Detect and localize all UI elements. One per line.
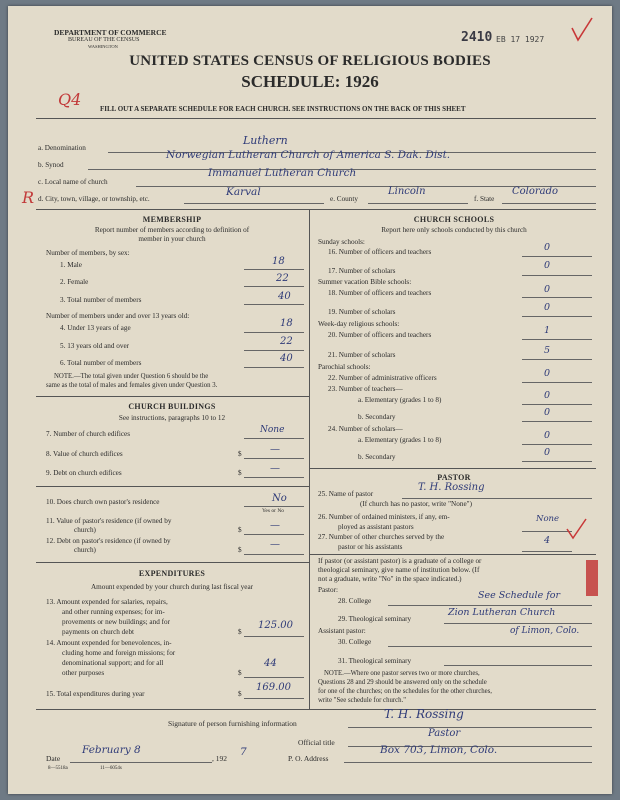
- q8-dollar: $: [238, 450, 242, 458]
- synod-value: Norwegian Lutheran Church of America S. Dak. Dist.: [166, 149, 451, 161]
- department-label: DEPARTMENT OF COMMERCE: [54, 28, 167, 37]
- q20-label: 20. Number of officers and teachers: [328, 331, 432, 339]
- q22-value: 0: [544, 368, 551, 379]
- denomination-value: Luthern: [243, 134, 288, 147]
- q13-value: 125.00: [258, 620, 293, 631]
- membership-heading: MEMBERSHIP: [142, 215, 202, 224]
- pastor-note-3: for one of the churches; on the schedules for the other churches,: [318, 688, 493, 695]
- stamp-date: EB 17 1927: [496, 35, 545, 44]
- q14-dollar: $: [238, 669, 242, 677]
- q4-label: 4. Under 13 years of age: [60, 324, 131, 332]
- summer-label: Summer vacation Bible schools:: [318, 278, 412, 286]
- bureau-label: BUREAU OF THE CENSUS: [68, 37, 140, 43]
- official-title-label: Official title: [298, 738, 335, 747]
- q11-value: —: [270, 520, 280, 531]
- assistant-pastor-label: Assistant pastor:: [318, 627, 366, 635]
- q23-label: 23. Number of teachers—: [328, 385, 403, 393]
- signature-value: T. H. Rossing: [384, 707, 464, 721]
- q13-label-4: payments on church debt: [62, 628, 135, 636]
- census-schedule-sheet: [8, 6, 612, 794]
- q25-value: T. H. Rossing: [418, 482, 485, 493]
- by-sex-label: Number of members, by sex:: [46, 249, 130, 257]
- pastor-note-4: write "See schedule for church.": [318, 697, 407, 704]
- official-title-value: Pastor: [428, 728, 461, 739]
- q26-value: None: [536, 514, 560, 524]
- address-value: Box 703, Limon, Colo.: [380, 744, 498, 756]
- q12-dollar: $: [238, 546, 242, 554]
- q9-value: —: [270, 463, 280, 474]
- q26-label-1: 26. Number of ordained ministers, if any, em-: [318, 513, 450, 521]
- q27-label-2: pastor or his assistants: [338, 543, 403, 551]
- q11-label-2: church): [74, 526, 96, 534]
- q12-label-2: church): [74, 546, 96, 554]
- membership-note-2: same as the total of males and females given under Question 3.: [46, 382, 218, 389]
- q21-label: 21. Number of scholars: [328, 351, 396, 359]
- membership-sub2: member in your church: [138, 235, 206, 243]
- local-name-label: c. Local name of church: [38, 178, 108, 186]
- parochial-label: Parochial schools:: [318, 363, 371, 371]
- q2-label: 2. Female: [60, 278, 89, 286]
- q23b-label: b. Secondary: [358, 413, 396, 421]
- q18-value: 0: [544, 284, 551, 295]
- buildings-sub: See instructions, paragraphs 10 to 12: [118, 414, 226, 422]
- q24b-label: b. Secondary: [358, 453, 396, 461]
- q11-dollar: $: [238, 526, 242, 534]
- q12-label-1: 12. Debt on pastor's residence (if owned by: [46, 537, 171, 545]
- q24a-label: a. Elementary (grades 1 to 8): [358, 436, 442, 444]
- red-ink-mark: [586, 560, 598, 596]
- red-r-mark: R: [22, 188, 35, 207]
- q20-value: 1: [544, 325, 551, 336]
- q9-label: 9. Debt on church edifices: [46, 469, 122, 477]
- q1-label: 1. Male: [60, 261, 82, 269]
- buildings-heading: CHURCH BUILDINGS: [128, 402, 216, 411]
- grad-instruction-1: If pastor (or assistant pastor) is a graduate of a college or: [318, 557, 482, 565]
- red-q4-mark: Q4: [58, 90, 82, 109]
- q17-label: 17. Number of scholars: [328, 267, 396, 275]
- pastor-note-1: NOTE.—Where one pastor serves two or more churches,: [324, 670, 480, 677]
- q12-value: —: [270, 539, 280, 550]
- form-title: UNITED STATES CENSUS OF RELIGIOUS BODIES: [129, 53, 491, 69]
- instruction-line: FILL OUT A SEPARATE SCHEDULE FOR EACH CHURCH. SEE INSTRUCTIONS ON THE BACK OF THIS SHEET: [100, 105, 466, 113]
- q7-value: None: [260, 425, 285, 435]
- q25-note: (If church has no pastor, write "None"): [360, 500, 472, 508]
- under-over-label: Number of members under and over 13 years old:: [46, 312, 190, 320]
- date-label: Date: [46, 754, 61, 763]
- q14-label-4: other purposes: [62, 669, 105, 677]
- synod-label: b. Synod: [38, 161, 64, 169]
- q10-value: No: [272, 493, 287, 504]
- q22-label: 22. Number of administrative officers: [328, 374, 437, 382]
- q16-value: 0: [544, 242, 551, 253]
- print-number: 11—6054s: [100, 766, 122, 771]
- q24b-value: 0: [544, 447, 551, 458]
- q23a-label: a. Elementary (grades 1 to 8): [358, 396, 442, 404]
- expenditures-sub: Amount expended by your church during last fiscal year: [90, 583, 254, 591]
- yes-no-hint: Yes or No: [262, 508, 285, 514]
- pastor-sub-label: Pastor:: [318, 586, 338, 594]
- year-prefix: , 192: [212, 754, 227, 763]
- q13-label-1: 13. Amount expended for salaries, repairs,: [46, 598, 168, 606]
- q14-value: 44: [264, 658, 277, 669]
- q26-label-2: ployed as assistant pastors: [338, 523, 414, 531]
- state-value: Colorado: [512, 186, 559, 197]
- pastor-heading: PASTOR: [437, 473, 471, 482]
- city-field-label: d. City, town, village, or township, etc.: [38, 195, 150, 203]
- schools-heading: CHURCH SCHOOLS: [413, 215, 495, 224]
- q23a-value: 0: [544, 390, 551, 401]
- schedule-title: SCHEDULE: 1926: [241, 72, 379, 91]
- q28-value: See Schedule for: [478, 590, 560, 601]
- q14-label-2: cluding home and foreign missions; for: [62, 649, 176, 657]
- denomination-label: a. Denomination: [38, 144, 86, 152]
- q18-label: 18. Number of officers and teachers: [328, 289, 432, 297]
- form-number: 8—5518a: [48, 766, 68, 771]
- stamp-number: 2410: [461, 30, 493, 45]
- state-label: f. State: [474, 195, 495, 203]
- grad-instruction-3: not a graduate, write "No" in the space indicated.): [318, 575, 462, 583]
- q8-label: 8. Value of church edifices: [46, 450, 123, 458]
- q14-label-3: denominational support; and for all: [62, 659, 164, 667]
- q14-label-1: 14. Amount expended for benevolences, in-: [46, 639, 172, 647]
- q28-label: 28. College: [338, 597, 372, 605]
- schools-sub: Report here only schools conducted by this church: [381, 226, 527, 234]
- q27-label-1: 27. Number of other churches served by the: [318, 533, 445, 541]
- q5-label: 5. 13 years old and over: [60, 342, 130, 350]
- q30-label: 30. College: [338, 638, 372, 646]
- red-check-mark-q27: [564, 516, 590, 542]
- expenditures-heading: EXPENDITURES: [138, 569, 206, 578]
- q21-value: 5: [544, 345, 551, 356]
- q25-label: 25. Name of pastor: [318, 490, 374, 498]
- q15-value: 169.00: [256, 682, 291, 693]
- grad-instruction-2: theological seminary, give name of institution below. (If: [318, 566, 480, 574]
- local-name-value: Immanuel Lutheran Church: [208, 167, 357, 179]
- column-divider: [309, 209, 310, 709]
- county-value: Lincoln: [388, 186, 426, 197]
- membership-note-1: NOTE.—The total given under Question 6 should be the: [54, 373, 209, 380]
- city-value: Karval: [226, 186, 261, 198]
- q7-label: 7. Number of church edifices: [46, 430, 131, 438]
- q19-value: 0: [544, 302, 551, 313]
- q1-value: 18: [272, 256, 285, 267]
- q17-value: 0: [544, 260, 551, 271]
- year-value: 7: [240, 746, 247, 758]
- q2-value: 22: [276, 273, 289, 284]
- section-divider: [36, 209, 596, 210]
- signature-label: Signature of person furnishing information: [168, 719, 297, 728]
- address-label: P. O. Address: [288, 754, 329, 763]
- q6-label: 6. Total number of members: [60, 359, 142, 367]
- weekday-label: Week-day religious schools:: [318, 320, 400, 328]
- q10-label: 10. Does church own pastor's residence: [46, 498, 160, 506]
- q27-value: 4: [544, 535, 551, 546]
- q8-value: —: [270, 444, 280, 455]
- membership-sub1: Report number of members according to definition of: [94, 226, 250, 234]
- q5-value: 22: [280, 336, 293, 347]
- date-value: February 8: [82, 744, 141, 756]
- q13-label-2: and other running expenses; for im-: [62, 608, 165, 616]
- sunday-label: Sunday schools:: [318, 238, 365, 246]
- q24-label: 24. Number of scholars—: [328, 425, 403, 433]
- q15-dollar: $: [238, 690, 242, 698]
- q6-value: 40: [280, 353, 293, 364]
- q23b-value: 0: [544, 407, 551, 418]
- q4-value: 18: [280, 318, 293, 329]
- red-check-mark: [568, 14, 598, 48]
- q30-value: of Limon, Colo.: [510, 626, 580, 636]
- q29-label: 29. Theological seminary: [338, 615, 412, 623]
- q16-label: 16. Number of officers and teachers: [328, 248, 432, 256]
- q3-value: 40: [278, 291, 291, 302]
- q31-label: 31. Theological seminary: [338, 657, 412, 665]
- pastor-note-2: Questions 28 and 29 should be answered only on the schedule: [318, 679, 487, 686]
- q9-dollar: $: [238, 469, 242, 477]
- city-label: WASHINGTON: [88, 44, 118, 49]
- q3-label: 3. Total number of members: [60, 296, 142, 304]
- q19-label: 19. Number of scholars: [328, 308, 396, 316]
- q15-label: 15. Total expenditures during year: [46, 690, 145, 698]
- header-divider: [36, 118, 596, 119]
- q24a-value: 0: [544, 430, 551, 441]
- county-label: e. County: [330, 195, 358, 203]
- q13-dollar: $: [238, 628, 242, 636]
- q29-value: Zion Lutheran Church: [448, 607, 556, 618]
- q13-label-3: provements or new buildings; and for: [62, 618, 170, 626]
- q11-label-1: 11. Value of pastor's residence (if owned by: [46, 517, 172, 525]
